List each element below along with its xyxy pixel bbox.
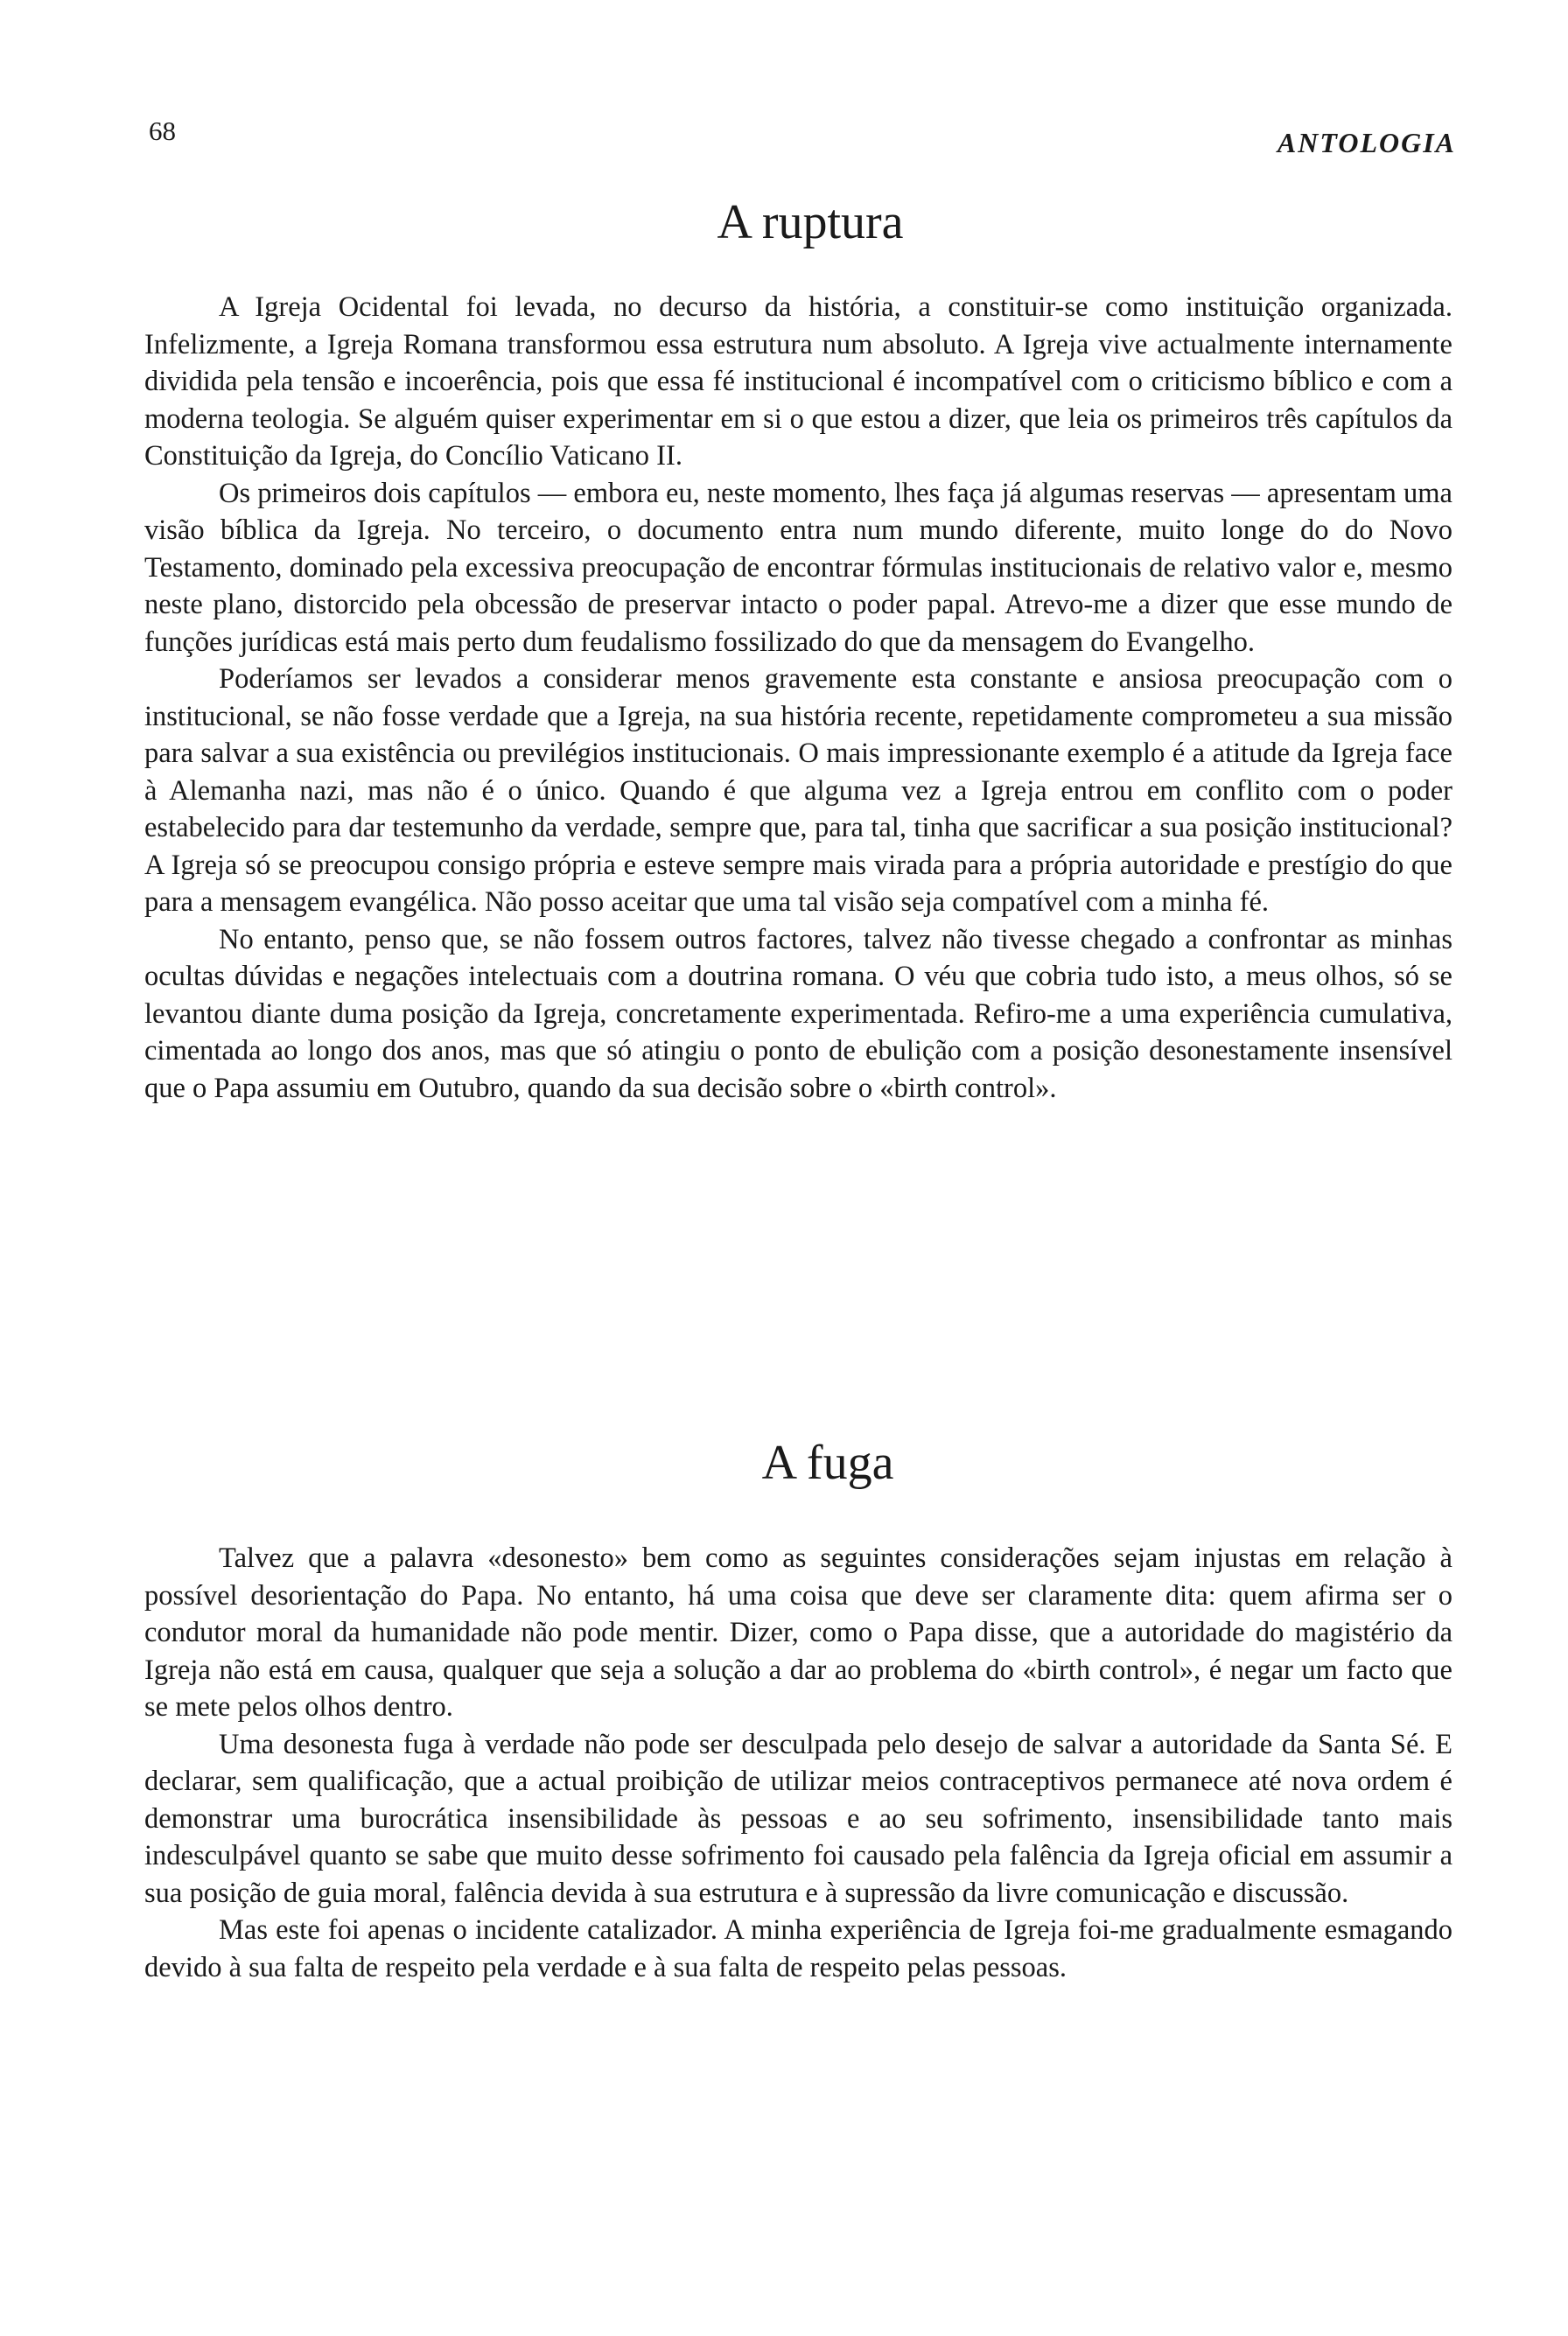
page-number: 68 — [149, 115, 176, 146]
paragraph: Talvez que a palavra «desonesto» bem como as seguintes considerações sejam injustas em relação à possível desorientação do Papa. No entanto, há uma coisa que deve ser claramente dita: quem afirma ser o condutor moral da humanidade não pode mentir. Dizer, como o Papa disse, que a autoridade do magistério da Igreja não está em causa, qualquer que seja a solução a dar ao problema do «birth control», é negar um facto que se mete pelos olhos dentro. — [144, 1542, 1452, 1723]
running-head: ANTOLOGIA — [1277, 127, 1456, 158]
paragraph: Mas este foi apenas o incidente catalizador. A minha experiência de Igreja foi-me gradualmente esmagando devido à sua falta de respeito pela verdade e à sua falta de respeito pelas pessoas. — [144, 1914, 1452, 1983]
section-body-fuga — [144, 1540, 1452, 1986]
section-title-ruptura: A ruptura — [717, 195, 904, 249]
section-title-fuga: A fuga — [761, 1436, 894, 1490]
paragraph: Os primeiros dois capítulos — embora eu, neste momento, lhes faça já algumas reservas — apresentam uma visão bíblica da Igreja. No terceiro, o documento entra num mundo diferente, muito longe do do Novo Testamento, dominado pela excessiva preocupação de encontrar fórmulas institucionais de relativo valor e, mesmo neste plano, distorcido pela obcessão de preservar intacto o poder papal. Atrevo-me a dizer que esse mundo de funções jurídicas está mais perto dum feudalismo fossilizado do que da mensagem do Evangelho. — [144, 477, 1452, 658]
paragraph: Poderíamos ser levados a considerar menos gravemente esta constante e ansiosa preocupação com o institucional, se não fosse verdade que a Igreja, na sua história recente, repetidamente comprometeu a sua missão para salvar a sua existência ou previlégios institucionais. O mais impressionante exemplo é a atitude da Igreja face à Alemanha nazi, mas não é o único. Quando é que alguma vez a Igreja entrou em conflito com o poder estabelecido para dar testemunho da verdade, sempre que, para tal, tinha que sacrificar a sua posição institucional? A Igreja só se preocupou consigo própria e esteve sempre mais virada para a própria autoridade e prestígio do que para a mensagem evangélica. Não posso aceitar que uma tal visão seja compatível com a minha fé. — [144, 663, 1452, 918]
paragraph: A Igreja Ocidental foi levada, no decurso da história, a constituir-se como instituição organizada. Infelizmente, a Igreja Romana transformou essa estrutura num absoluto. A Igreja vive actualmente internamente dividida pela tensão e incoerência, pois que essa fé institucional é incompatível com o criticismo bíblico e com a moderna teologia. Se alguém quiser experimentar em si o que estou a dizer, que leia os primeiros três capítulos da Constituição da Igreja, do Concílio Vaticano II. — [144, 291, 1452, 472]
section-body-ruptura — [144, 289, 1452, 1107]
paragraph: No entanto, penso que, se não fossem outros factores, talvez não tivesse chegado a confrontar as minhas ocultas dúvidas e negações intelectuais com a doutrina romana. O véu que cobria tudo isto, a meus olhos, só se levantou diante duma posição da Igreja, concretamente experimentada. Refiro-me a uma experiência cumulativa, cimentada ao longo dos anos, mas que só atingiu o ponto de ebulição com a posição desonestamente insensível que o Papa assumiu em Outubro, quando da sua decisão sobre o «birth control». — [144, 923, 1452, 1104]
paragraph: Uma desonesta fuga à verdade não pode ser desculpada pelo desejo de salvar a autoridade da Santa Sé. E declarar, sem qualificação, que a actual proibição de utilizar meios contraceptivos permanece até nova ordem é demonstrar uma burocrática insensibilidade às pessoas e ao seu sofrimento, insensibilidade tanto mais indesculpável quanto se sabe que muito desse sofrimento foi causado pela falência da Igreja oficial em assumir a sua posição de guia moral, falência devida à sua estrutura e à supressão da livre comunicação e discussão. — [144, 1728, 1452, 1909]
